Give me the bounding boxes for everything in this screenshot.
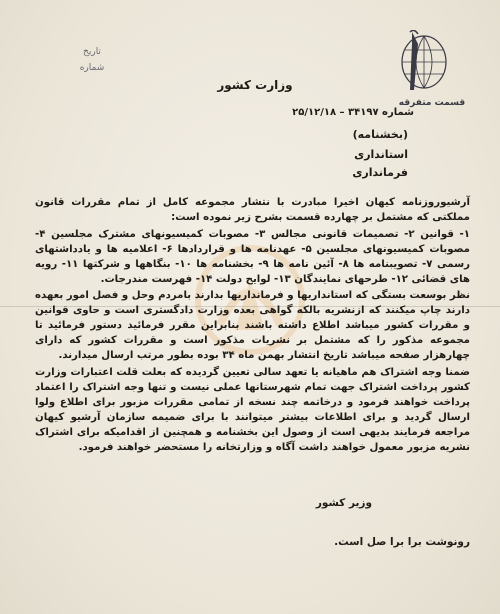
number-label: شماره [79, 63, 105, 73]
circular-label: (بخشنامه) [352, 128, 408, 141]
ministry-title: وزارت کشور [217, 78, 293, 92]
copy-certification: رونوشت برا برا صل است. [334, 536, 470, 548]
header-meta-labels [62, 44, 122, 76]
ministry-emblem-icon [394, 30, 454, 98]
recipient-item: فرمانداری [352, 166, 408, 179]
signature-line: وزیر کشور [315, 497, 372, 509]
recipients [328, 146, 408, 182]
emblem-caption: قسمت متفرقه [398, 98, 466, 108]
body-paragraph: ضمنا وجه اشتراک هم ماهیانه یا تعهد سالی تعیین گردیده که بعلت قلت اعتبارات وزارت کشور پرداخت اشتراک جهت تمام شهرستانها عملی نیست و تنها وجه اشتراک را اعتماد پرداخت خواهند فرمود و درخاتمه چند نسخه از تمامی مقررات مزبور برای اطلاع ولوا ارسال گردید و برای اطلاعات بیشتر میتوانند با برای ضمیمه سازمان آرشیو کیهان مراجعه فرمایند بدیهی است از وصول این بخشنامه و همچنین از اقدامیکه برای اشتراک نشریه مزبور معمول خواهند داشت آگاه و وزارتخانه را مستحضر خواهند فرمود. [35, 366, 470, 453]
body-paragraph: نظر بوسعت بستگی که استانداریها و فرمانداریها بدارند بامردم وحل و فصل امور بعهده دارند چاپ میکنند که ازنشریه بالکه گواهی بعده وزارت دادگستری است و حاوی قوانین و مقررات کشور میباشد اطلاع داشته باشند بنابراین مقرر فرمائید دستور فرمائید تا مجموعه مذکور را که مشتمل بر نشریات مذکور است و مقررات کشور که دارای چهارهزار صفحه میباشد تاریخ انتشار بهمن ماه ۳۴ بوده بطور مرتب ارسال میدارند. [35, 290, 470, 362]
recipient-item: استانداری [354, 148, 408, 161]
letter-number: شماره ۳۴۱۹۷ – ۲۵/۱۲/۱۸ [292, 107, 414, 118]
date-label: تاریخ [83, 47, 101, 57]
body-paragraph: ۱- قوانین ۲- تصمیمات قانونی مجالس ۳- مصوبات کمیسیونهای مشترک مجلسین ۴- مصوبات کمیسیونهای مجلسین ۵- عهدنامه ها و قراردادها ۶- اعلامیه ها و یادداشتهای رسمی ۷- تصویبنامه ها ۸- آئین نامه ها ۹- بخشنامه ها ۱۰- بنگاهها و شرکتها ۱۱- رویه های قضائی ۱۲- طرحهای نمایندگان ۱۳- لوایح دولت ۱۴- فهرست مندرجات. [35, 228, 471, 285]
body-paragraph: آرشیوروزنامه کیهان اخیرا مبادرت با نتشار مجموعه کامل از تمام مقررات قانون مملکتی که مشتمل بر چهارده قسمت بشرح زیر نموده است: [35, 197, 470, 223]
letter-body [35, 196, 470, 457]
